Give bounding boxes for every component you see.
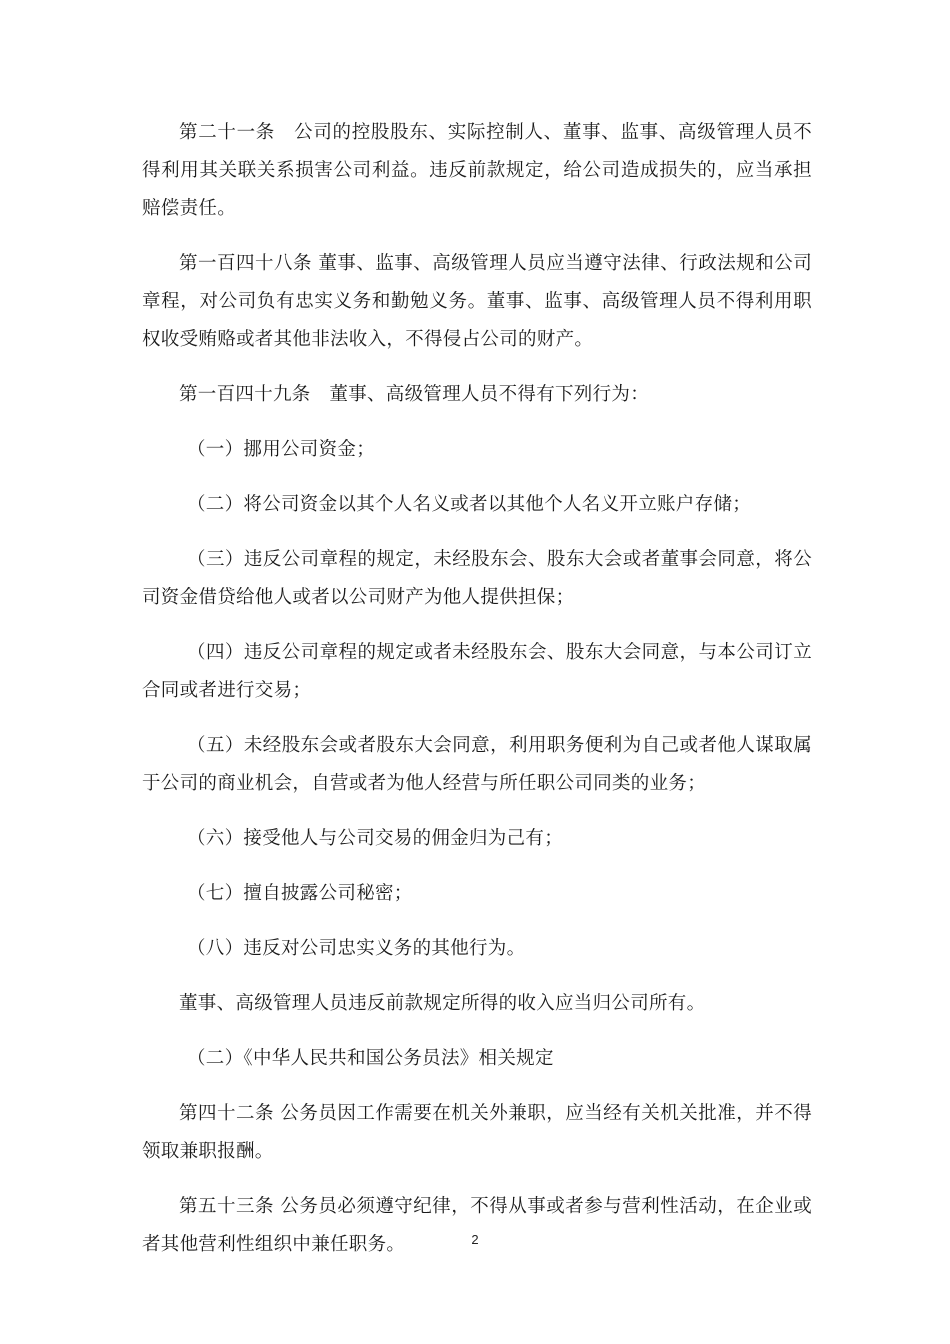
article-53-paragraph: 第五十三条 公务员必须遵守纪律，不得从事或者参与营利性活动，在企业或者其他营利性组织中兼任职务。 (142, 1196, 812, 1255)
article-148-paragraph: 第一百四十八条 董事、监事、高级管理人员应当遵守法律、行政法规和公司章程，对公司负有忠实义务和勤勉义务。董事、监事、高级管理人员不得利用职权收受贿赂或者其他非法收入，不得侵占公司的财产。 (142, 253, 812, 350)
list-item-4: （四）违反公司章程的规定或者未经股东会、股东大会同意，与本公司订立合同或者进行交易； (142, 642, 812, 701)
article-42-paragraph: 第四十二条 公务员因工作需要在机关外兼职，应当经有关机关批准，并不得领取兼职报酬。 (142, 1103, 812, 1162)
section-heading-civil-servant-law: （二）《中华人民共和国公务员法》相关规定 (187, 1048, 554, 1069)
page-number: 2 (471, 1232, 479, 1247)
list-item-7: （七）擅自披露公司秘密； (187, 883, 413, 904)
article-21-paragraph: 第二十一条 公司的控股股东、实际控制人、董事、监事、高级管理人员不得利用其关联关系损害公司利益。违反前款规定，给公司造成损失的，应当承担赔偿责任。 (142, 122, 812, 219)
list-item-5: （五）未经股东会或者股东大会同意，利用职务便利为自己或者他人谋取属于公司的商业机会，自营或者为他人经营与所任职公司同类的业务； (142, 735, 812, 794)
article-149-paragraph: 第一百四十九条 董事、高级管理人员不得有下列行为： (179, 384, 650, 405)
list-item-1: （一）挪用公司资金； (187, 439, 376, 460)
list-item-2: （二）将公司资金以其个人名义或者以其他个人名义开立账户存储； (187, 494, 752, 515)
income-ownership-paragraph: 董事、高级管理人员违反前款规定所得的收入应当归公司所有。 (179, 993, 706, 1014)
list-item-3: （三）违反公司章程的规定，未经股东会、股东大会或者董事会同意，将公司资金借贷给他人或者以公司财产为他人提供担保； (142, 549, 812, 608)
list-item-6: （六）接受他人与公司交易的佣金归为己有； (187, 828, 564, 849)
list-item-8: （八）违反对公司忠实义务的其他行为。 (187, 938, 526, 959)
document-body (142, 114, 812, 1281)
